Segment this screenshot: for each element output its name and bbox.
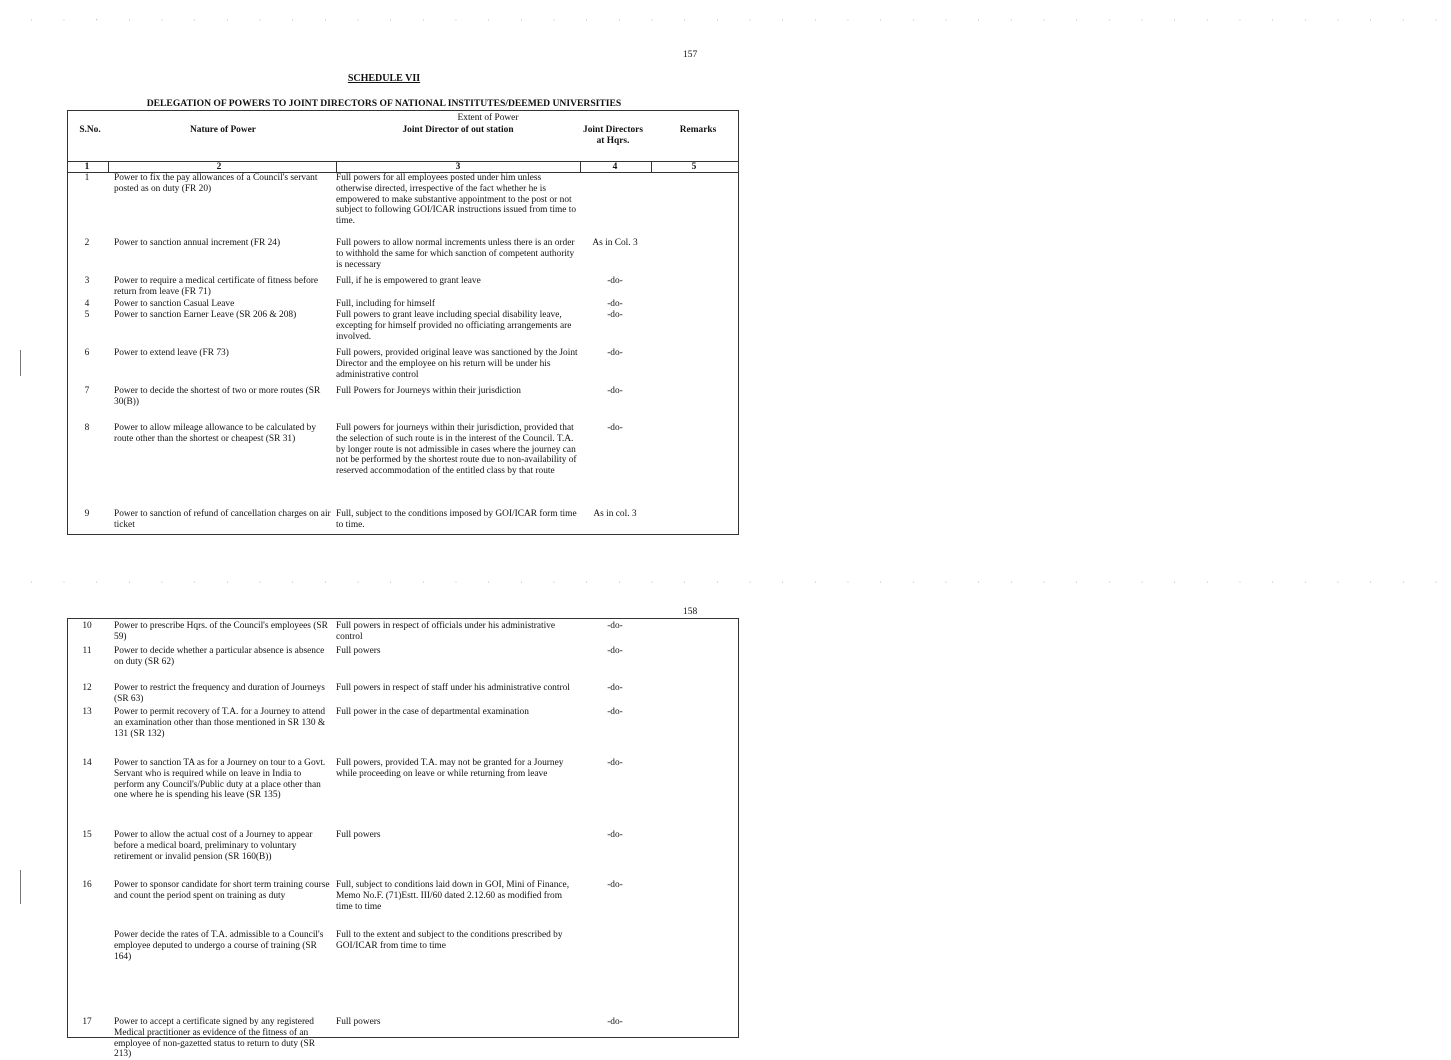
row-hqrs: -do-	[607, 707, 623, 717]
scan-artifact-top: ˙ ˙ ` ˙ ˙ ˙ ˙ ˙ ˙ ˙ ˙ ˙ ˙ ˙ ˙ ˙ ˙ ˙ ˙ ˙ ˙ ˙ ˙ ˙ ˙ ˙ ˙ ˙ ˙ ˙ ˙ ˙ ˙ ˙ ˙ ˙ ˙ ˙ ˙ ˙ ˙ ˙ ˙ ˙	[30, 18, 1451, 27]
row-nature: Power to allow mileage allowance to be calculated by route other than the shortest or cheapest (SR 31)	[114, 423, 317, 444]
header-joint-directors-hqrs: Joint Directors at Hqrs.	[583, 125, 643, 146]
col-number: 5	[691, 162, 697, 172]
row-hqrs: -do-	[607, 830, 623, 840]
col-number: 2	[216, 162, 222, 172]
scan-margin-mark	[20, 350, 21, 376]
row-sno: 8	[84, 423, 90, 433]
row-nature: Power to accept a certificate signed by any registered Medical practitioner as evidence of the fitness of an employee of non-gazetted status to return to duty (SR 213)	[114, 1017, 315, 1060]
row-extent: Full powers for all employees posted under him unless otherwise directed, irrespective of the fact whether he is empowered to make substantive appointment to the post or not subject to following GOI/ICAR instructions issued from time to time.	[336, 173, 577, 227]
row-nature: Power to sponsor candidate for short term training course and count the period spent on training as duty	[114, 880, 330, 901]
row-hqrs: -do-	[607, 758, 623, 768]
row-sno: 6	[84, 348, 90, 358]
header-joint-director-out-station: Joint Director of out station	[402, 125, 514, 135]
row-hqrs: -do-	[607, 683, 623, 693]
row-extent: Full to the extent and subject to the conditions prescribed by GOI/ICAR from time to time	[336, 930, 563, 951]
row-hqrs: -do-	[607, 423, 623, 433]
col-number: 3	[455, 162, 461, 172]
scan-margin-mark	[20, 870, 21, 904]
row-hqrs: -do-	[607, 386, 623, 396]
row-hqrs: As in col. 3	[593, 509, 637, 519]
row-extent: Full powers, provided T.A. may not be granted for a Journey while proceeding on leave or while returning from leave	[336, 758, 564, 779]
row-sno: 11	[82, 646, 92, 656]
row-nature: Power to decide the shortest of two or more routes (SR 30(B))	[114, 386, 321, 407]
delegation-table-page-158	[67, 618, 739, 1060]
row-sno: 10	[82, 621, 92, 631]
row-nature: Power to sanction TA as for a Journey on tour to a Govt. Servant who is required while on leave in India to perform any Council's/Public duty at a place other than one where he is spending his leave (SR 135)	[114, 758, 326, 801]
row-extent: Full powers	[336, 1017, 381, 1027]
row-sno: 12	[82, 683, 92, 693]
row-hqrs: -do-	[607, 276, 623, 286]
row-nature: Power to fix the pay allowances of a Council's servant posted as on duty (FR 20)	[114, 173, 318, 194]
row-nature: Power to prescribe Hqrs. of the Council's employees (SR 59)	[114, 621, 328, 642]
col-number: 4	[612, 162, 618, 172]
row-extent: Full, subject to conditions laid down in GOI, Mini of Finance, Memo No.F. (71)Estt. III/60 dated 2.12.60 as modified from time to time	[336, 880, 570, 912]
col-number: 1	[84, 162, 90, 172]
header-remarks: Remarks	[679, 125, 717, 135]
row-sno: 14	[82, 758, 92, 768]
row-hqrs: -do-	[607, 646, 623, 656]
page-number: 158	[683, 607, 698, 617]
row-nature: Power to decide whether a particular absence is absence on duty (SR 62)	[114, 646, 325, 667]
row-sno: 3	[84, 276, 90, 286]
row-nature: Power to allow the actual cost of a Journey to appear before a medical board, preliminary to voluntary retirement or invalid pension (SR 160(B))	[114, 830, 313, 862]
row-nature: Power to restrict the frequency and duration of Journeys (SR 63)	[114, 683, 325, 704]
row-extent: Full, subject to the conditions imposed by GOI/ICAR form time to time.	[336, 509, 577, 530]
row-nature: Power to permit recovery of T.A. for a Journey to attend an examination other than those mentioned in SR 130 & 131 (SR 132)	[114, 707, 326, 739]
row-hqrs: -do-	[607, 299, 623, 309]
row-nature: Power to require a medical certificate of fitness before return from leave (FR 71)	[114, 276, 319, 297]
row-extent: Full powers to allow normal increments unless there is an order to withhold the same for which sanction of competent authority is necessary	[336, 238, 575, 270]
row-sno: 13	[82, 707, 92, 717]
page-number: 157	[683, 50, 698, 60]
row-extent: Full powers	[336, 830, 381, 840]
row-sno: 1	[84, 173, 90, 183]
row-extent: Full powers in respect of officials under his administrative control	[336, 621, 556, 642]
row-sno: 9	[84, 509, 90, 519]
row-sno: 2	[84, 238, 90, 248]
row-extent: Full powers, provided original leave was sanctioned by the Joint Director and the employee on his return will be under his administrative control	[336, 348, 578, 380]
row-extent: Full Powers for Journeys within their jurisdiction	[336, 386, 521, 396]
header-sno: S.No.	[79, 125, 101, 135]
row-sno: 4	[84, 299, 90, 309]
row-hqrs: -do-	[607, 310, 623, 320]
row-hqrs: -do-	[607, 1017, 623, 1027]
delegation-table-page-157	[67, 110, 739, 535]
row-sno: 7	[84, 386, 90, 396]
row-extent: Full powers in respect of staff under his administrative control	[336, 683, 570, 693]
row-nature: Power to sanction Casual Leave	[114, 299, 235, 309]
row-extent: Full, including for himself	[336, 299, 435, 309]
row-extent: Full power in the case of departmental examination	[336, 707, 529, 717]
row-nature: Power to sanction annual increment (FR 24)	[114, 238, 281, 248]
row-nature: Power to sanction of refund of cancellation charges on air ticket	[114, 509, 331, 530]
row-extent: Full powers	[336, 646, 381, 656]
row-hqrs: -do-	[607, 880, 623, 890]
row-nature: Power decide the rates of T.A. admissible to a Council's employee deputed to undergo a course of training (SR 164)	[114, 930, 324, 962]
row-hqrs: -do-	[607, 621, 623, 631]
header-nature-of-power: Nature of Power	[190, 125, 256, 135]
schedule-title: SCHEDULE VII	[347, 73, 421, 84]
delegation-title: DELEGATION OF POWERS TO JOINT DIRECTORS OF NATIONAL INSTITUTES/DEEMED UNIVERSITIES	[146, 98, 622, 109]
row-sno: 5	[84, 310, 90, 320]
row-sno: 17	[82, 1017, 92, 1027]
header-extent-of-power: Extent of Power	[457, 113, 519, 123]
row-nature: Power to extend leave (FR 73)	[114, 348, 229, 358]
row-extent: Full powers for journeys within their jurisdiction, provided that the selection of such route is in the interest of the Council. T.A. by longer route is not admissible in cases where the journey can not be performed by the shortest route due to non-availability of reserved accommodation of the entitled class by that route	[336, 423, 577, 477]
row-extent: Full, if he is empowered to grant leave	[336, 276, 481, 286]
row-extent: Full powers to grant leave including special disability leave, excepting for himself provided no officiating arrangements are involved.	[336, 310, 572, 342]
scan-artifact-middle: ˙ ˙ ˙ ˙ ˙ ˙ ˙ ˙ ˙ ˙ ˙ ˙ ˙ ˙ ˙ ˙ ˙ ˙ ˙ ˙ ˙ ˙ ˙ ˙ ˙ ˙ ˙ ˙ ˙ ˙ ˙ ˙ ˙ ˙ ˙ ˙ ˙ ˙ ˙ ˙ ˙ ˙ ˙ ˙	[30, 580, 1451, 589]
row-sno: 16	[82, 880, 92, 890]
row-hqrs: As in Col. 3	[592, 238, 638, 248]
row-hqrs: -do-	[607, 348, 623, 358]
row-sno: 15	[82, 830, 92, 840]
row-nature: Power to sanction Earner Leave (SR 206 & 208)	[114, 310, 297, 320]
